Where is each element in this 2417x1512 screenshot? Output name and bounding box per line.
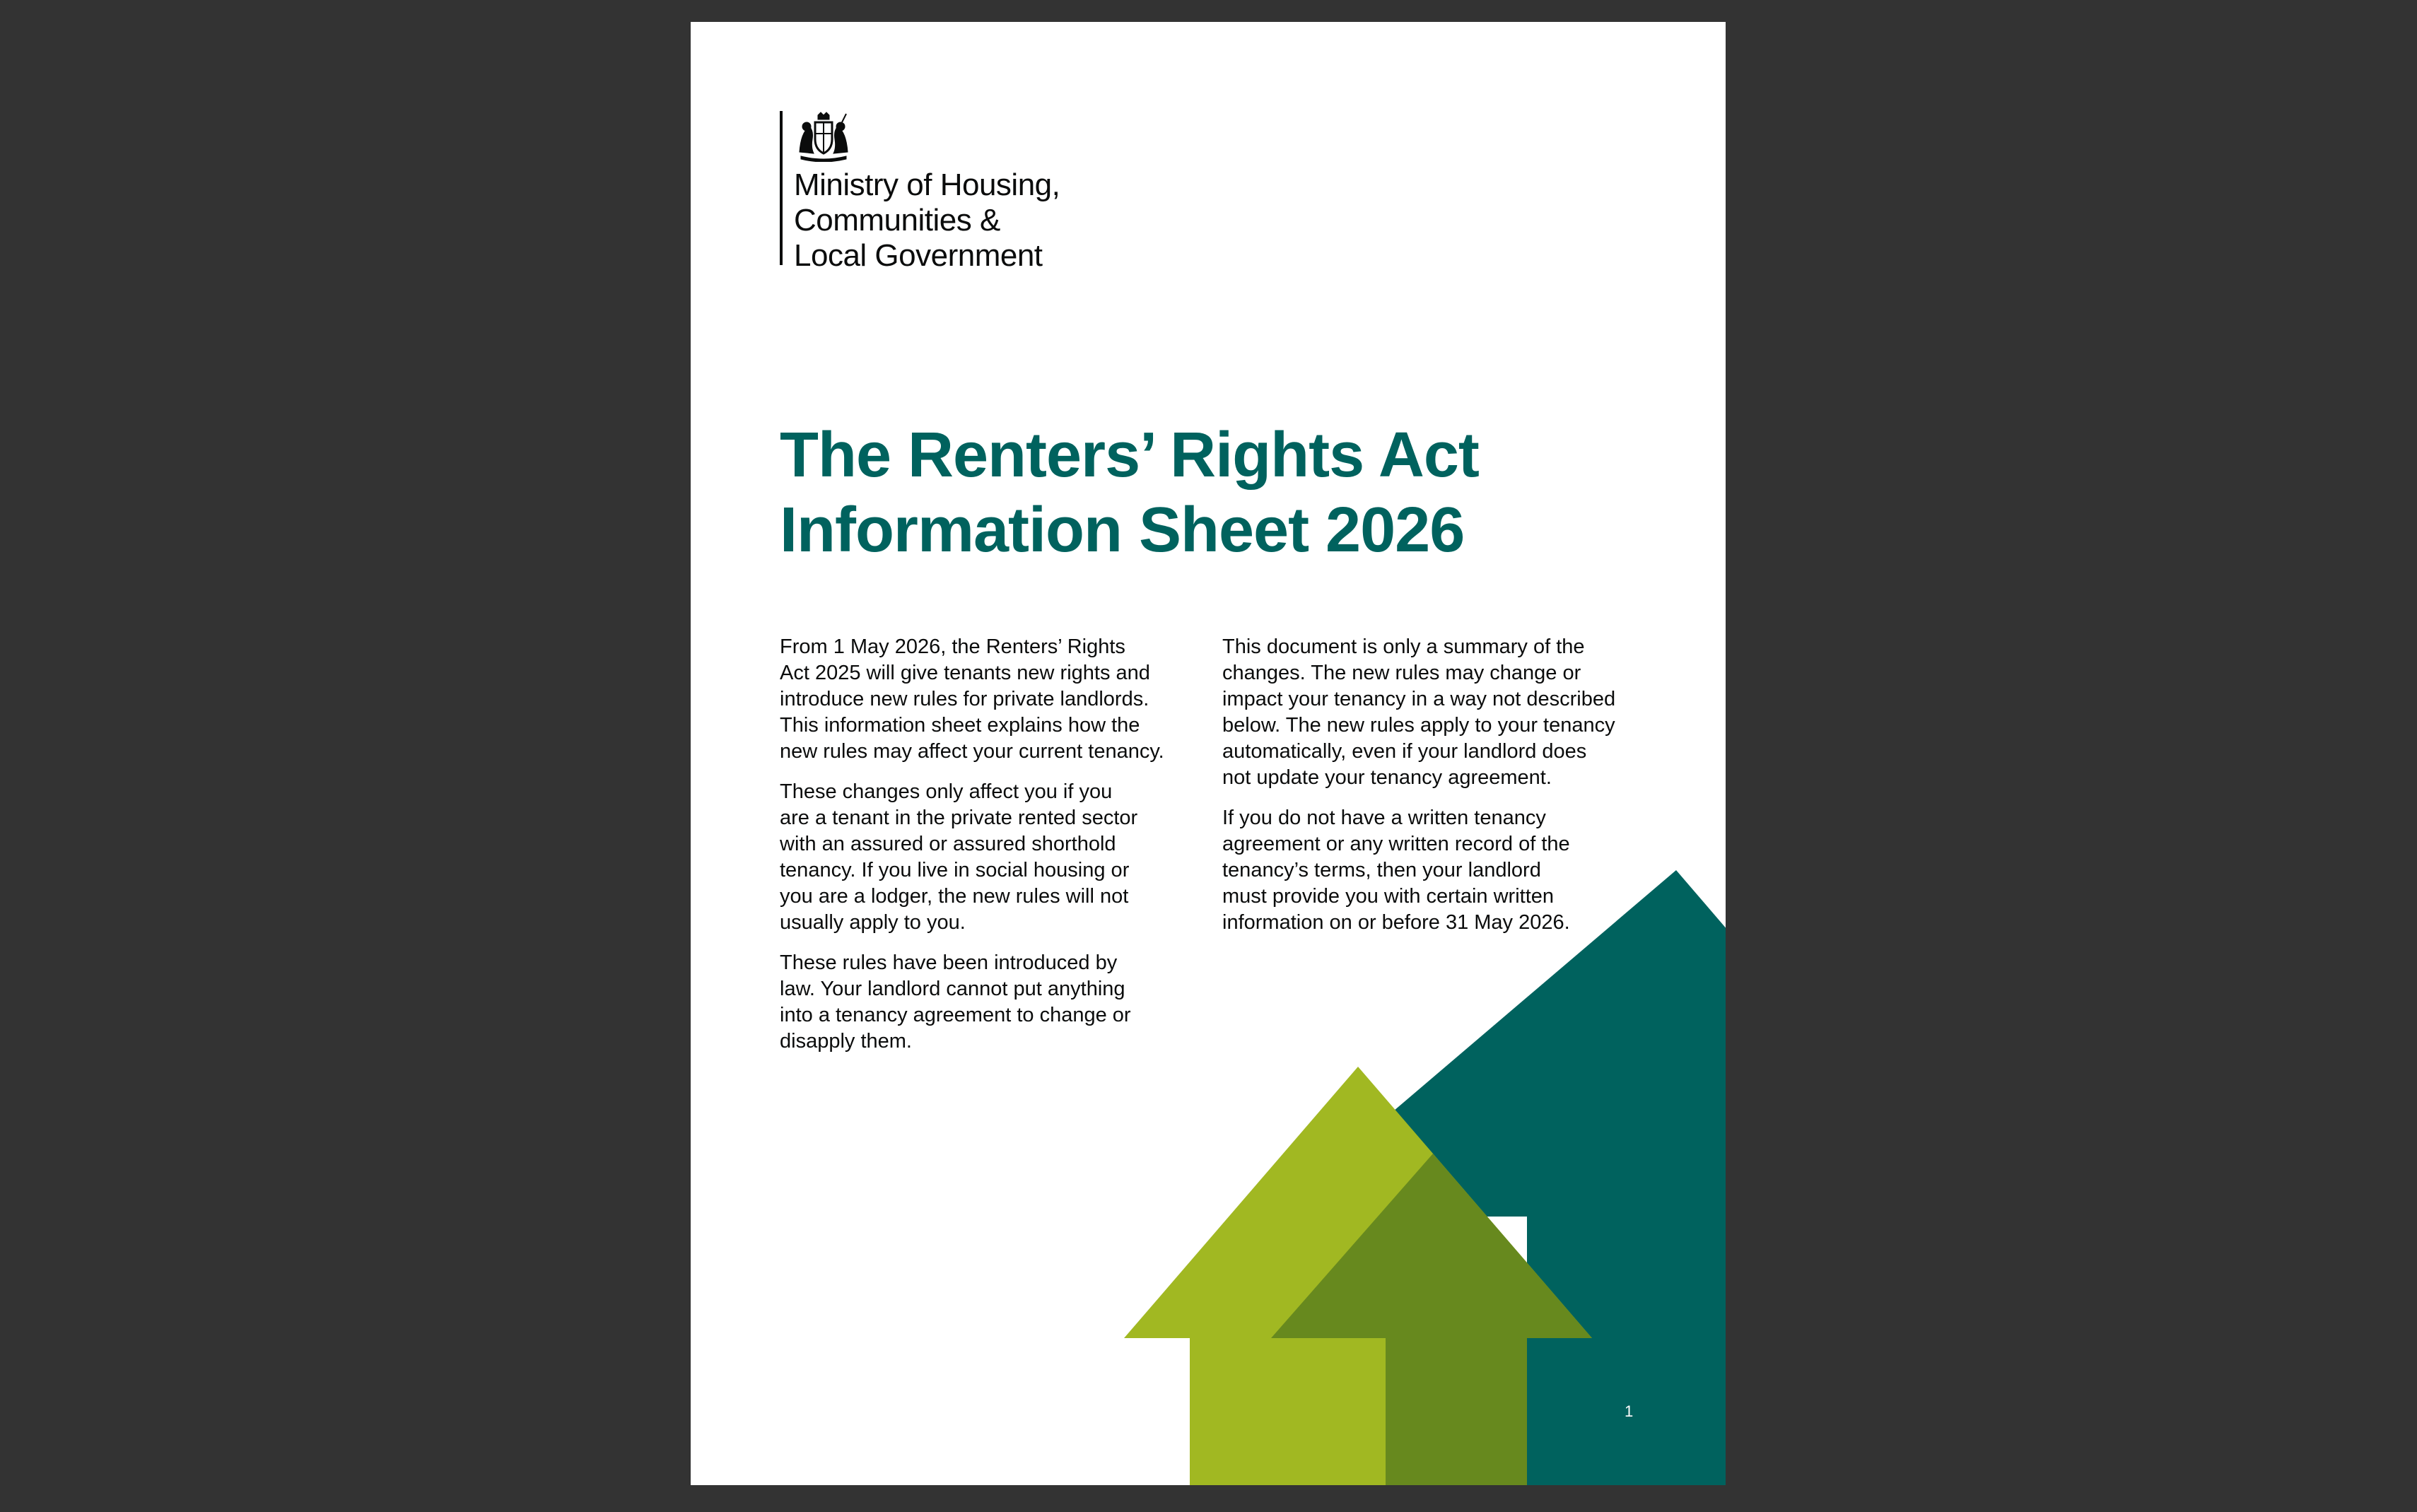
text-line: tenancy. If you live in social housing or: [780, 859, 1130, 881]
text-line: usually apply to you.: [780, 911, 966, 934]
left-column: [780, 634, 1190, 1069]
text-line: automatically, even if your landlord does: [1222, 740, 1587, 763]
document-page: [691, 22, 1726, 1485]
text-line: impact your tenancy in a way not described: [1222, 688, 1616, 710]
text-line: These changes only affect you if you: [780, 780, 1113, 803]
paragraph: [1222, 805, 1646, 936]
text-line: introduce new rules for private landlords.: [780, 688, 1149, 710]
text-line: changes. The new rules may change or: [1222, 662, 1581, 684]
text-line: with an assured or assured shorthold: [780, 833, 1116, 855]
text-line: below. The new rules apply to your tenancy: [1222, 714, 1615, 737]
text-line: law. Your landlord cannot put anything: [780, 978, 1125, 1000]
text-line: If you do not have a written tenancy: [1222, 807, 1546, 829]
text-line: new rules may affect your current tenancy.: [780, 740, 1164, 763]
paragraph: [780, 950, 1190, 1055]
royal-coat-of-arms-icon: [794, 111, 853, 162]
text-line: into a tenancy agreement to change or: [780, 1004, 1131, 1026]
text-line: This information sheet explains how the: [780, 714, 1140, 737]
document-title: [780, 418, 1479, 568]
ministry-name-line: Ministry of Housing,: [794, 168, 1060, 202]
text-line: agreement or any written record of the: [1222, 833, 1570, 855]
text-line: not update your tenancy agreement.: [1222, 766, 1552, 789]
ministry-name-line: Communities &: [794, 203, 1000, 238]
ministry-logo: [780, 111, 1060, 273]
text-line: From 1 May 2026, the Renters’ Rights: [780, 635, 1125, 658]
paragraph: [780, 634, 1190, 765]
text-line: Act 2025 will give tenants new rights and: [780, 662, 1150, 684]
text-line: disapply them.: [780, 1030, 912, 1053]
page-number: 1: [1625, 1402, 1634, 1420]
title-line: Information Sheet 2026: [780, 495, 1465, 565]
title-line: The Renters’ Rights Act: [780, 420, 1479, 491]
text-line: information on or before 31 May 2026.: [1222, 911, 1570, 934]
ministry-name: [794, 168, 1060, 274]
text-line: This document is only a summary of the: [1222, 635, 1585, 658]
paragraph: [1222, 634, 1646, 791]
text-line: you are a lodger, the new rules will not: [780, 885, 1129, 908]
text-line: are a tenant in the private rented sector: [780, 807, 1138, 829]
text-line: These rules have been introduced by: [780, 951, 1118, 974]
paragraph: [780, 779, 1190, 936]
right-column: [1222, 634, 1646, 950]
text-line: must provide you with certain written: [1222, 885, 1555, 908]
ministry-name-line: Local Government: [794, 238, 1043, 273]
text-line: tenancy’s terms, then your landlord: [1222, 859, 1541, 881]
